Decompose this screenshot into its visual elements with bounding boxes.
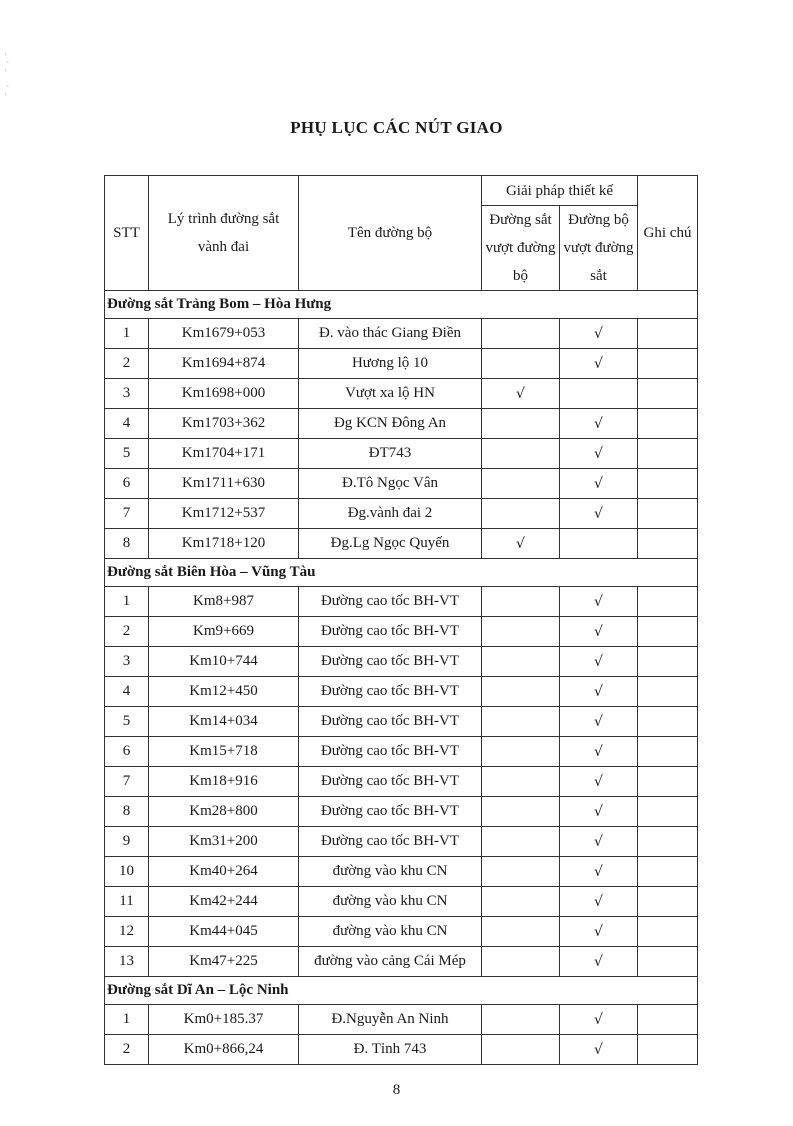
table-row xyxy=(105,707,698,737)
stt-cell: 2 xyxy=(105,617,149,647)
note-cell xyxy=(638,917,698,947)
rail-over-road-cell xyxy=(482,1005,560,1035)
road-over-rail-cell xyxy=(560,379,638,409)
page-title: PHỤ LỤC CÁC NÚT GIAO xyxy=(290,118,503,137)
note-cell xyxy=(638,1005,698,1035)
road-name-cell: Đ. Tỉnh 743 xyxy=(299,1035,482,1065)
table-row xyxy=(105,319,698,349)
road-over-rail-cell: √ xyxy=(560,767,638,797)
road-over-rail-cell: √ xyxy=(560,857,638,887)
table-row xyxy=(105,469,698,499)
stt-cell: 11 xyxy=(105,887,149,917)
rail-over-road-cell xyxy=(482,857,560,887)
road-name-cell: Đường cao tốc BH-VT xyxy=(299,587,482,617)
table-row xyxy=(105,349,698,379)
header-stt: STT xyxy=(105,176,149,291)
note-cell xyxy=(638,409,698,439)
table-row xyxy=(105,917,698,947)
stt-cell: 8 xyxy=(105,529,149,559)
road-name-cell: Đ.Tô Ngọc Vân xyxy=(299,469,482,499)
table-row xyxy=(105,737,698,767)
table-row xyxy=(105,1035,698,1065)
chainage-cell: Km10+744 xyxy=(149,647,299,677)
section-title: Đường sắt Dĩ An – Lộc Ninh xyxy=(105,977,698,1005)
rail-over-road-cell xyxy=(482,469,560,499)
note-cell xyxy=(638,797,698,827)
rail-over-road-cell xyxy=(482,677,560,707)
rail-over-road-cell xyxy=(482,737,560,767)
stt-cell: 1 xyxy=(105,319,149,349)
road-over-rail-cell: √ xyxy=(560,587,638,617)
chainage-cell: Km1694+874 xyxy=(149,349,299,379)
rail-over-road-cell xyxy=(482,707,560,737)
stt-cell: 3 xyxy=(105,379,149,409)
road-name-cell: đường vào khu CN xyxy=(299,917,482,947)
rail-over-road-cell xyxy=(482,319,560,349)
note-cell xyxy=(638,349,698,379)
road-over-rail-cell: √ xyxy=(560,917,638,947)
stt-cell: 1 xyxy=(105,587,149,617)
stt-cell: 6 xyxy=(105,469,149,499)
road-over-rail-cell: √ xyxy=(560,469,638,499)
note-cell xyxy=(638,707,698,737)
note-cell xyxy=(638,439,698,469)
road-over-rail-cell: √ xyxy=(560,737,638,767)
road-name-cell: đường vào cảng Cái Mép xyxy=(299,947,482,977)
table-row xyxy=(105,617,698,647)
chainage-cell: Km8+987 xyxy=(149,587,299,617)
road-over-rail-cell: √ xyxy=(560,319,638,349)
header-ghi-chu: Ghi chú xyxy=(638,176,698,291)
note-cell xyxy=(638,647,698,677)
rail-over-road-cell xyxy=(482,767,560,797)
note-cell xyxy=(638,469,698,499)
note-cell xyxy=(638,529,698,559)
road-over-rail-cell: √ xyxy=(560,409,638,439)
chainage-cell: Km12+450 xyxy=(149,677,299,707)
section-header-row xyxy=(105,291,698,319)
header-ly-trinh: Lý trình đường sắt vành đai xyxy=(149,176,299,291)
header-giai-phap: Giải pháp thiết kế xyxy=(482,176,638,206)
scan-speckle: · · · · · xyxy=(4,49,10,99)
road-name-cell: Đ. vào thác Giang Điền xyxy=(299,319,482,349)
road-over-rail-cell: √ xyxy=(560,647,638,677)
table-row xyxy=(105,379,698,409)
rail-over-road-cell xyxy=(482,827,560,857)
chainage-cell: Km42+244 xyxy=(149,887,299,917)
road-over-rail-cell: √ xyxy=(560,827,638,857)
chainage-cell: Km1679+053 xyxy=(149,319,299,349)
table-row xyxy=(105,797,698,827)
note-cell xyxy=(638,1035,698,1065)
road-name-cell: Vượt xa lộ HN xyxy=(299,379,482,409)
chainage-cell: Km1704+171 xyxy=(149,439,299,469)
road-over-rail-cell: √ xyxy=(560,499,638,529)
table-row xyxy=(105,677,698,707)
road-name-cell: Đường cao tốc BH-VT xyxy=(299,737,482,767)
stt-cell: 10 xyxy=(105,857,149,887)
table-row xyxy=(105,1005,698,1035)
rail-over-road-cell xyxy=(482,947,560,977)
section-header-row xyxy=(105,559,698,587)
note-cell xyxy=(638,617,698,647)
note-cell xyxy=(638,767,698,797)
note-cell xyxy=(638,379,698,409)
header-ten-duong: Tên đường bộ xyxy=(299,176,482,291)
stt-cell: 2 xyxy=(105,1035,149,1065)
header-duong-sat-vuot: Đường sắt vượt đường bộ xyxy=(482,206,560,291)
rail-over-road-cell xyxy=(482,439,560,469)
table-row xyxy=(105,529,698,559)
section-title: Đường sắt Biên Hòa – Vũng Tàu xyxy=(105,559,698,587)
stt-cell: 12 xyxy=(105,917,149,947)
road-name-cell: Đường cao tốc BH-VT xyxy=(299,797,482,827)
table-row xyxy=(105,827,698,857)
road-over-rail-cell: √ xyxy=(560,707,638,737)
stt-cell: 6 xyxy=(105,737,149,767)
rail-over-road-cell xyxy=(482,797,560,827)
road-over-rail-cell: √ xyxy=(560,1005,638,1035)
chainage-cell: Km31+200 xyxy=(149,827,299,857)
rail-over-road-cell xyxy=(482,887,560,917)
stt-cell: 3 xyxy=(105,647,149,677)
note-cell xyxy=(638,857,698,887)
rail-over-road-cell xyxy=(482,647,560,677)
chainage-cell: Km1698+000 xyxy=(149,379,299,409)
table-row xyxy=(105,857,698,887)
road-name-cell: Đg.Lg Ngọc Quyến xyxy=(299,529,482,559)
note-cell xyxy=(638,887,698,917)
road-name-cell: Đường cao tốc BH-VT xyxy=(299,827,482,857)
road-over-rail-cell: √ xyxy=(560,617,638,647)
table-row xyxy=(105,499,698,529)
stt-cell: 2 xyxy=(105,349,149,379)
chainage-cell: Km0+185.37 xyxy=(149,1005,299,1035)
table-row xyxy=(105,647,698,677)
chainage-cell: Km47+225 xyxy=(149,947,299,977)
road-name-cell: Đường cao tốc BH-VT xyxy=(299,707,482,737)
note-cell xyxy=(638,947,698,977)
table-row xyxy=(105,767,698,797)
road-name-cell: Đường cao tốc BH-VT xyxy=(299,677,482,707)
note-cell xyxy=(638,319,698,349)
stt-cell: 7 xyxy=(105,767,149,797)
road-name-cell: ĐT743 xyxy=(299,439,482,469)
note-cell xyxy=(638,499,698,529)
rail-over-road-cell: √ xyxy=(482,379,560,409)
table-row xyxy=(105,439,698,469)
chainage-cell: Km0+866,24 xyxy=(149,1035,299,1065)
table-row xyxy=(105,887,698,917)
rail-over-road-cell xyxy=(482,409,560,439)
road-over-rail-cell: √ xyxy=(560,349,638,379)
section-header-row xyxy=(105,977,698,1005)
rail-over-road-cell xyxy=(482,349,560,379)
intersection-table xyxy=(104,175,698,1065)
table-body xyxy=(105,291,698,1065)
table-row xyxy=(105,587,698,617)
chainage-cell: Km18+916 xyxy=(149,767,299,797)
stt-cell: 5 xyxy=(105,439,149,469)
rail-over-road-cell xyxy=(482,1035,560,1065)
chainage-cell: Km44+045 xyxy=(149,917,299,947)
chainage-cell: Km14+034 xyxy=(149,707,299,737)
road-over-rail-cell: √ xyxy=(560,1035,638,1065)
note-cell xyxy=(638,677,698,707)
road-name-cell: đường vào khu CN xyxy=(299,857,482,887)
chainage-cell: Km15+718 xyxy=(149,737,299,767)
rail-over-road-cell xyxy=(482,617,560,647)
rail-over-road-cell xyxy=(482,587,560,617)
stt-cell: 7 xyxy=(105,499,149,529)
road-name-cell: Đường cao tốc BH-VT xyxy=(299,617,482,647)
road-name-cell: Đường cao tốc BH-VT xyxy=(299,767,482,797)
chainage-cell: Km9+669 xyxy=(149,617,299,647)
rail-over-road-cell xyxy=(482,917,560,947)
stt-cell: 1 xyxy=(105,1005,149,1035)
road-over-rail-cell: √ xyxy=(560,439,638,469)
stt-cell: 8 xyxy=(105,797,149,827)
road-name-cell: Đg.vành đai 2 xyxy=(299,499,482,529)
road-name-cell: Đg KCN Đông An xyxy=(299,409,482,439)
chainage-cell: Km40+264 xyxy=(149,857,299,887)
note-cell xyxy=(638,587,698,617)
stt-cell: 13 xyxy=(105,947,149,977)
stt-cell: 4 xyxy=(105,677,149,707)
chainage-cell: Km1718+120 xyxy=(149,529,299,559)
road-over-rail-cell: √ xyxy=(560,797,638,827)
chainage-cell: Km28+800 xyxy=(149,797,299,827)
stt-cell: 4 xyxy=(105,409,149,439)
road-name-cell: đường vào khu CN xyxy=(299,887,482,917)
chainage-cell: Km1712+537 xyxy=(149,499,299,529)
road-over-rail-cell xyxy=(560,529,638,559)
stt-cell: 5 xyxy=(105,707,149,737)
road-name-cell: Đường cao tốc BH-VT xyxy=(299,647,482,677)
header-duong-bo-vuot: Đường bộ vượt đường sắt xyxy=(560,206,638,291)
page-number: 8 xyxy=(392,1082,401,1098)
chainage-cell: Km1711+630 xyxy=(149,469,299,499)
rail-over-road-cell xyxy=(482,499,560,529)
chainage-cell: Km1703+362 xyxy=(149,409,299,439)
road-name-cell: Đ.Nguyễn An Ninh xyxy=(299,1005,482,1035)
section-title: Đường sắt Trảng Bom – Hòa Hưng xyxy=(105,291,698,319)
stt-cell: 9 xyxy=(105,827,149,857)
rail-over-road-cell: √ xyxy=(482,529,560,559)
note-cell xyxy=(638,737,698,767)
road-over-rail-cell: √ xyxy=(560,887,638,917)
table-row xyxy=(105,947,698,977)
road-over-rail-cell: √ xyxy=(560,947,638,977)
table-row xyxy=(105,409,698,439)
note-cell xyxy=(638,827,698,857)
road-over-rail-cell: √ xyxy=(560,677,638,707)
road-name-cell: Hương lộ 10 xyxy=(299,349,482,379)
